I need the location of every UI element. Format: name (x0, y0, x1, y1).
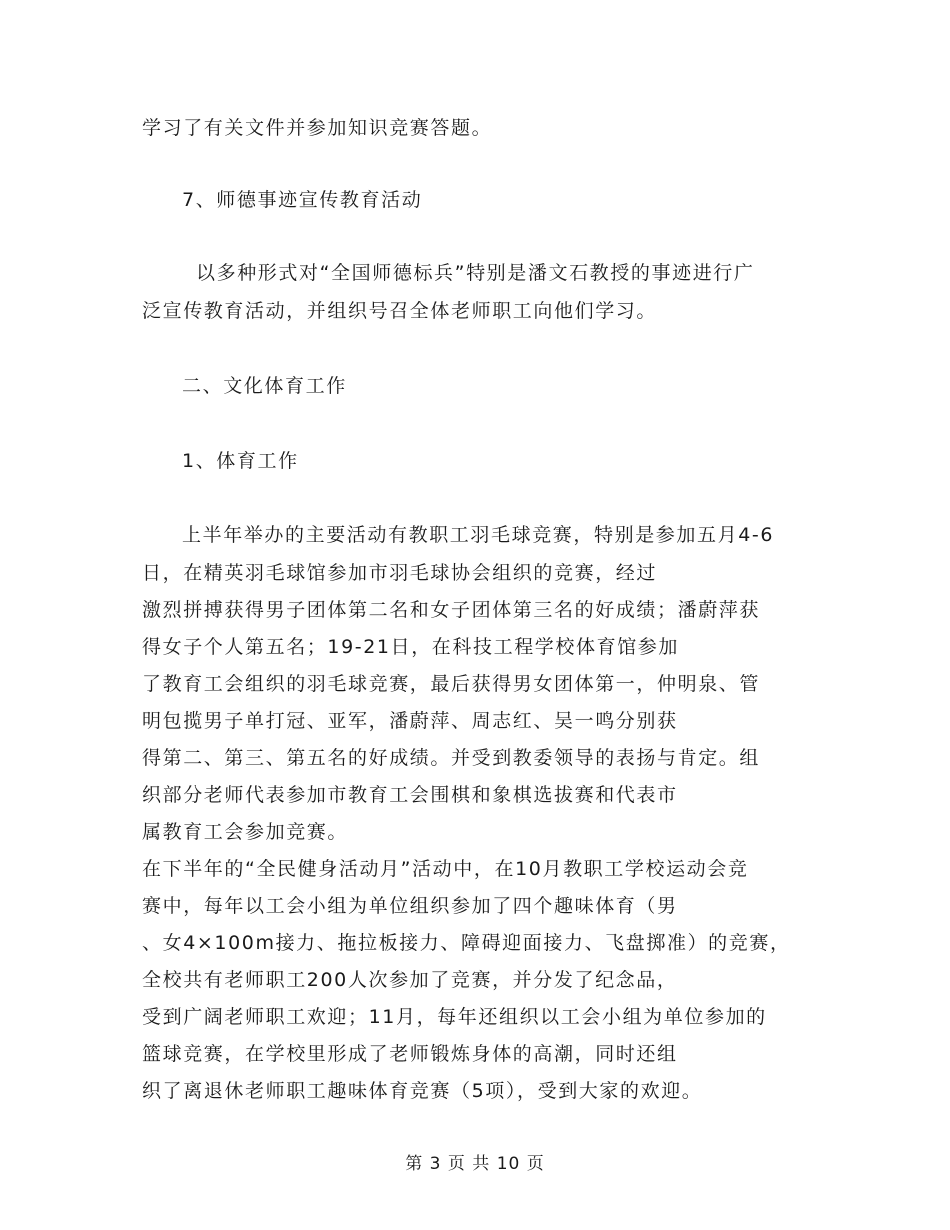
paragraph-line: 明包揽男子单打冠、亚军，潘蔚萍、周志红、吴一鸣分别获 (142, 710, 678, 732)
paragraph-line: 以多种形式对“全国师德标兵”特别是潘文石教授的事迹进行广 (196, 262, 755, 284)
paragraph-line: 泛宣传教育活动，并组织号召全体老师职工向他们学习。 (142, 300, 658, 322)
paragraph-line: 得第二、第三、第五名的好成绩。并受到教委领导的表扬与肯定。组 (142, 747, 761, 769)
paragraph-line: 在下半年的“全民健身活动月”活动中，在10月教职工学校运动会竞 (142, 858, 749, 880)
paragraph-line: 了教育工会组织的羽毛球竞赛，最后获得男女团体第一，仲明泉、管 (142, 673, 761, 695)
paragraph-line: 织了离退休老师职工趣味体育竞赛（5项），受到大家的欢迎。 (142, 1080, 703, 1102)
body-line: 学习了有关文件并参加知识竞赛答题。 (142, 117, 493, 139)
paragraph-line: 全校共有老师职工200人次参加了竞赛，并分发了纪念品， (142, 969, 678, 991)
paragraph-line: 、女4×100m接力、拖拉板接力、障碍迎面接力、飞盘掷准）的竞赛， (142, 932, 791, 954)
paragraph-line: 赛中，每年以工会小组为单位组织参加了四个趣味体育（男 (142, 895, 678, 917)
paragraph-line: 日，在精英羽毛球馆参加市羽毛球协会组织的竞赛，经过 (142, 562, 658, 584)
page-number-footer: 第 3 页 共 10 页 (405, 1154, 545, 1174)
paragraph-line: 得女子个人第五名；19-21日，在科技工程学校体育馆参加 (142, 636, 680, 658)
paragraph-line: 属教育工会参加竞赛。 (142, 821, 349, 843)
section-heading: 二、文化体育工作 (182, 375, 347, 397)
paragraph-line: 激烈拼搏获得男子团体第二名和女子团体第三名的好成绩；潘蔚萍获 (142, 599, 761, 621)
section-heading: 1、体育工作 (182, 450, 299, 472)
paragraph-line: 篮球竞赛，在学校里形成了老师锻炼身体的高潮，同时还组 (142, 1043, 678, 1065)
paragraph-line: 上半年举办的主要活动有教职工羽毛球竞赛，特别是参加五月4-6 (182, 524, 775, 546)
paragraph-line: 织部分老师代表参加市教育工会围棋和象棋选拔赛和代表市 (142, 784, 678, 806)
section-heading: 7、师德事迹宣传教育活动 (182, 189, 423, 211)
paragraph-line: 受到广阔老师职工欢迎；11月，每年还组织以工会小组为单位参加的 (142, 1006, 767, 1028)
